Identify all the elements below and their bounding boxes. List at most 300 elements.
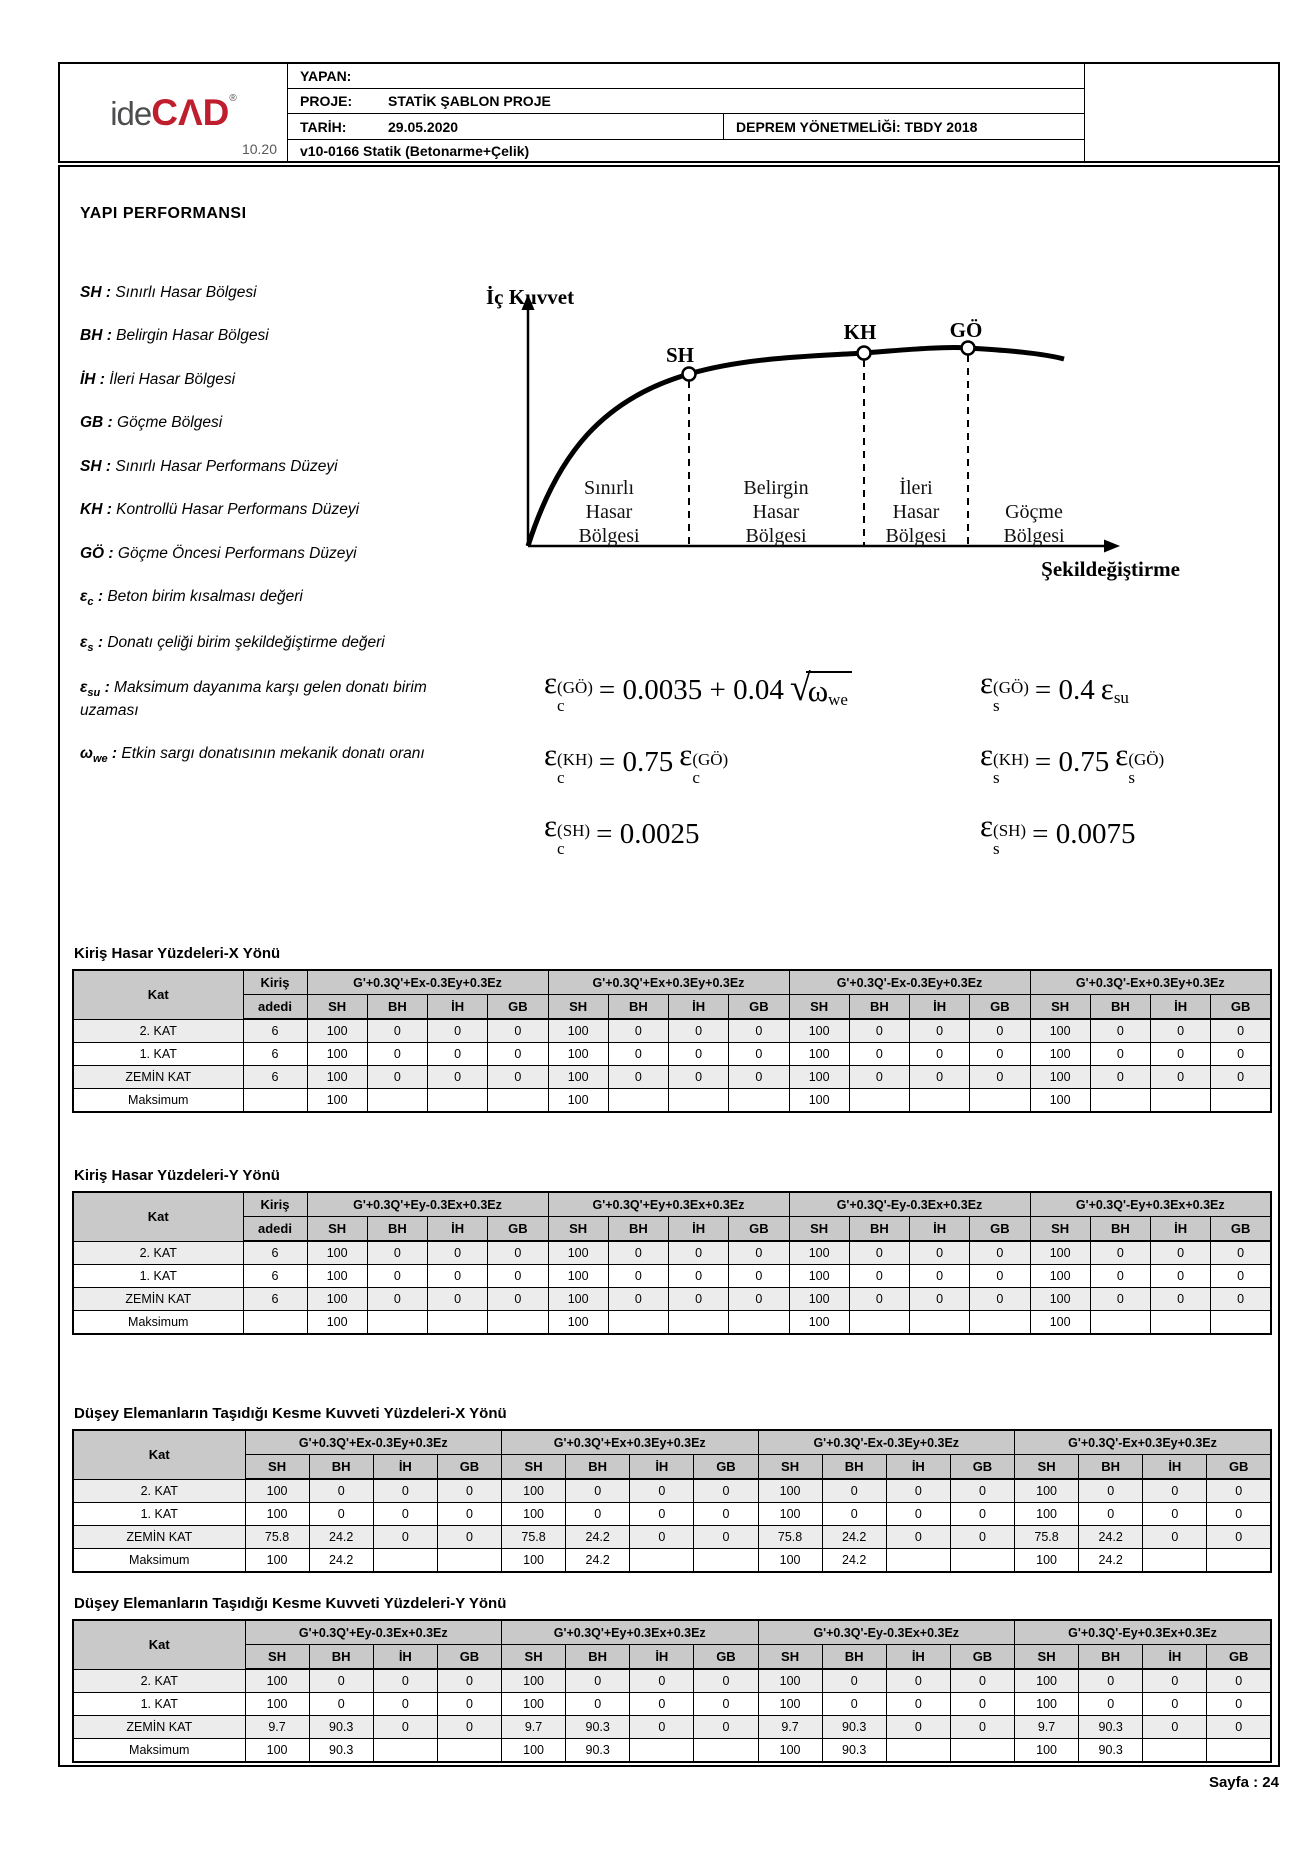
subscript: s (993, 767, 1000, 787)
superscript: (GÖ) (692, 749, 729, 769)
value-cell (373, 1739, 437, 1763)
column-header-damage: BH (1090, 995, 1150, 1020)
superscript: (SH) (557, 821, 591, 841)
value-cell: 0 (910, 1288, 970, 1311)
value-cell: 100 (548, 1019, 608, 1043)
value-cell: 0 (970, 1019, 1030, 1043)
value-cell: 0 (886, 1669, 950, 1693)
value-cell: 100 (307, 1311, 367, 1335)
value-cell: 24.2 (566, 1549, 630, 1573)
header-table (58, 62, 1280, 163)
value-cell: 9.7 (1015, 1716, 1079, 1739)
value-cell: 100 (1015, 1739, 1079, 1763)
value-cell: 0 (488, 1288, 548, 1311)
column-header-combo: G'+0.3Q'-Ex-0.3Ey+0.3Ez (758, 1430, 1015, 1455)
value-cell: 9.7 (502, 1716, 566, 1739)
value-cell: 100 (307, 1241, 367, 1265)
logo-wordmark (110, 94, 237, 131)
row-label-cell: ZEMİN KAT (73, 1526, 245, 1549)
definition-term: SH (80, 457, 102, 475)
definition-desc: Beton birim kısalması değeri (107, 588, 303, 606)
column-header-damage: BH (608, 995, 668, 1020)
column-header-damage: GB (1207, 1645, 1271, 1670)
value-cell: 24.2 (309, 1526, 373, 1549)
value-cell: 90.3 (822, 1739, 886, 1763)
superscript: (KH) (993, 749, 1029, 769)
value-cell: 0 (1143, 1693, 1207, 1716)
value-cell: 0 (729, 1043, 789, 1066)
definition-desc: Kontrollü Hasar Performans Düzeyi (116, 501, 360, 519)
sup-sub-stack (692, 751, 728, 787)
proje-label: PROJE: (300, 93, 353, 109)
column-header-damage: BH (608, 1217, 668, 1242)
row-label-cell: 1. KAT (73, 1265, 243, 1288)
definition-desc: Sınırlı Hasar Performans Düzeyi (115, 457, 338, 475)
value-cell: 0 (729, 1288, 789, 1311)
value-cell: 0 (950, 1716, 1014, 1739)
beam-count-cell (243, 1089, 307, 1113)
value-cell: 100 (548, 1311, 608, 1335)
column-header-damage: İH (669, 995, 729, 1020)
column-header-combo: G'+0.3Q'+Ex-0.3Ey+0.3Ez (307, 970, 548, 995)
subscript: c (557, 839, 565, 859)
table-row (73, 1288, 1271, 1311)
value-cell: 0 (886, 1479, 950, 1503)
column-header-damage: BH (822, 1455, 886, 1480)
column-header-damage: SH (1015, 1455, 1079, 1480)
value-cell: 0 (367, 1019, 427, 1043)
value-cell: 24.2 (822, 1526, 886, 1549)
go-point-label: GÖ (949, 318, 983, 342)
value-cell: 24.2 (822, 1549, 886, 1573)
row-label-cell: Maksimum (73, 1089, 243, 1113)
value-cell: 100 (789, 1089, 849, 1113)
table-row (73, 1479, 1271, 1503)
table-row (73, 1526, 1271, 1549)
column-header-combo: G'+0.3Q'-Ey+0.3Ex+0.3Ez (1015, 1620, 1272, 1645)
column-header-combo: G'+0.3Q'-Ex-0.3Ey+0.3Ez (789, 970, 1030, 995)
value-cell: 75.8 (502, 1526, 566, 1549)
column-header-damage: BH (566, 1645, 630, 1670)
value-cell (910, 1089, 970, 1113)
row-label-cell: 2. KAT (73, 1019, 243, 1043)
value-cell: 100 (245, 1479, 309, 1503)
value-cell: 100 (307, 1265, 367, 1288)
value-cell: 100 (307, 1019, 367, 1043)
value-cell: 0 (910, 1019, 970, 1043)
header-row-version (288, 140, 1084, 161)
subscript: s (993, 695, 1000, 715)
sh-point-label: SH (665, 343, 695, 367)
logo-ide-text: ide (110, 95, 152, 132)
value-cell: 0 (309, 1479, 373, 1503)
subscript: s (1128, 767, 1135, 787)
value-cell: 0 (367, 1066, 427, 1089)
value-cell: 0 (437, 1669, 501, 1693)
value-cell: 0 (566, 1669, 630, 1693)
performance-diagram (402, 242, 1182, 602)
definition-term-sub: we (92, 753, 108, 766)
value-cell (367, 1311, 427, 1335)
value-cell: 0 (886, 1503, 950, 1526)
definition-term-sub: c (87, 596, 94, 609)
value-cell (1211, 1089, 1271, 1113)
diagram-region-label: Sınırlı Hasar Bölgesi (578, 477, 640, 547)
beam-count-cell: 6 (243, 1288, 307, 1311)
value-cell: 0 (428, 1241, 488, 1265)
value-cell: 100 (502, 1479, 566, 1503)
column-header-damage: İH (373, 1455, 437, 1480)
value-cell: 0 (1079, 1479, 1143, 1503)
table-row (73, 1066, 1271, 1089)
value-cell: 0 (437, 1693, 501, 1716)
value-cell: 0 (1207, 1526, 1271, 1549)
value-cell: 0 (630, 1716, 694, 1739)
formula-text: = 0.75 (1034, 746, 1110, 779)
definition-term: $\varepsilon_c$ (80, 588, 94, 609)
value-cell: 0 (822, 1503, 886, 1526)
symbol-base: ε (679, 736, 693, 772)
value-cell: 0 (669, 1241, 729, 1265)
value-cell: 90.3 (822, 1716, 886, 1739)
row-label-cell: 1. KAT (73, 1043, 243, 1066)
table-subheader-row (73, 1217, 1271, 1242)
section-shear-y (72, 1595, 1272, 1763)
superscript: (GÖ) (1128, 749, 1165, 769)
value-cell: 0 (566, 1479, 630, 1503)
value-cell: 0 (488, 1019, 548, 1043)
value-cell: 100 (502, 1693, 566, 1716)
value-cell (608, 1089, 668, 1113)
column-header-damage: BH (566, 1455, 630, 1480)
value-cell: 0 (1211, 1066, 1271, 1089)
value-cell: 0 (1211, 1043, 1271, 1066)
table-body (73, 1669, 1271, 1762)
column-header-damage: İH (910, 995, 970, 1020)
subscript: c (692, 767, 700, 787)
table-body (73, 1019, 1271, 1112)
sup-sub-stack (993, 822, 1026, 858)
value-cell: 100 (789, 1043, 849, 1066)
value-cell: 100 (758, 1479, 822, 1503)
value-cell: 0 (428, 1066, 488, 1089)
value-cell: 75.8 (1015, 1526, 1079, 1549)
definition-term: İH (80, 370, 96, 388)
value-cell: 0 (566, 1503, 630, 1526)
value-cell: 100 (245, 1739, 309, 1763)
value-cell: 90.3 (566, 1716, 630, 1739)
row-label-cell: ZEMİN KAT (73, 1288, 243, 1311)
column-header-damage: SH (307, 1217, 367, 1242)
value-cell (729, 1311, 789, 1335)
y-axis-label: İç Kuvvet (486, 285, 575, 309)
subscript: su (1113, 688, 1129, 708)
column-header-damage: SH (245, 1455, 309, 1480)
column-header-damage: BH (1079, 1645, 1143, 1670)
yapan-label: YAPAN: (300, 68, 352, 84)
value-cell (849, 1089, 909, 1113)
definition-desc: Belirgin Hasar Bölgesi (116, 327, 269, 345)
value-cell: 0 (694, 1503, 758, 1526)
value-cell: 100 (307, 1043, 367, 1066)
value-cell: 100 (1030, 1019, 1090, 1043)
value-cell: 100 (789, 1288, 849, 1311)
value-cell (950, 1549, 1014, 1573)
value-cell: 0 (488, 1043, 548, 1066)
value-cell (1090, 1089, 1150, 1113)
column-header-damage: BH (367, 995, 427, 1020)
value-cell: 0 (910, 1066, 970, 1089)
column-header-kat: Kat (73, 970, 243, 1019)
definition-colon: : (101, 457, 116, 475)
column-header-damage: GB (729, 995, 789, 1020)
value-cell: 0 (1079, 1669, 1143, 1693)
table-row (73, 1669, 1271, 1693)
column-header-combo: G'+0.3Q'+Ey-0.3Ex+0.3Ez (245, 1620, 502, 1645)
table-title: Kiriş Hasar Yüzdeleri-X Yönü (74, 945, 281, 962)
table-head (73, 970, 1271, 1019)
table-row (73, 1265, 1271, 1288)
value-cell (1151, 1311, 1211, 1335)
column-header-damage: İH (1143, 1455, 1207, 1480)
value-cell: 0 (729, 1019, 789, 1043)
value-cell: 100 (245, 1503, 309, 1526)
column-header-damage: BH (309, 1455, 373, 1480)
vertical-shear-x-table (72, 1429, 1272, 1573)
formula (980, 736, 1165, 787)
value-cell: 0 (694, 1479, 758, 1503)
value-cell: 0 (367, 1241, 427, 1265)
symbol-base: ε (980, 736, 994, 772)
definition-item (80, 500, 432, 520)
value-cell: 0 (630, 1669, 694, 1693)
value-cell: 0 (1207, 1716, 1271, 1739)
column-header-combo: G'+0.3Q'+Ex-0.3Ey+0.3Ez (245, 1430, 502, 1455)
value-cell: 100 (789, 1265, 849, 1288)
table-row (73, 1549, 1271, 1573)
sup-sub-stack (557, 822, 590, 858)
column-header-damage: GB (488, 995, 548, 1020)
value-cell: 0 (1207, 1669, 1271, 1693)
value-cell (970, 1311, 1030, 1335)
definition-colon: : (95, 370, 110, 388)
value-cell: 0 (373, 1503, 437, 1526)
formula (544, 736, 980, 787)
value-cell: 0 (849, 1019, 909, 1043)
table-row (73, 1503, 1271, 1526)
header-row-proje (288, 89, 1084, 114)
definition-term: $\omega_{we}$ (80, 745, 108, 766)
value-cell: 0 (1151, 1043, 1211, 1066)
table-header-row (73, 1430, 1271, 1455)
value-cell (373, 1549, 437, 1573)
row-label-cell: Maksimum (73, 1739, 245, 1763)
beam-damage-y-table (72, 1191, 1272, 1335)
definition-colon: : (102, 501, 117, 519)
definition-term-sub: su (87, 687, 101, 700)
value-cell: 100 (548, 1089, 608, 1113)
value-cell: 0 (1090, 1241, 1150, 1265)
row-label-cell: Maksimum (73, 1549, 245, 1573)
value-cell: 0 (630, 1503, 694, 1526)
value-cell: 100 (548, 1241, 608, 1265)
sup-sub-stack (993, 751, 1029, 787)
logo-cad-text: CΛD (151, 92, 230, 133)
table-row (73, 1693, 1271, 1716)
definition-item (80, 587, 432, 610)
go-point (962, 342, 975, 355)
value-cell: 90.3 (1079, 1739, 1143, 1763)
superscript: (SH) (993, 821, 1027, 841)
diagram-region-label: İleri Hasar Bölgesi (885, 477, 947, 547)
definition-colon: : (93, 633, 108, 651)
value-cell: 0 (1151, 1019, 1211, 1043)
value-cell: 0 (373, 1693, 437, 1716)
column-header-combo: G'+0.3Q'-Ex+0.3Ey+0.3Ez (1015, 1430, 1272, 1455)
column-header-damage: GB (437, 1455, 501, 1480)
value-cell: 0 (437, 1526, 501, 1549)
value-cell: 0 (1090, 1066, 1150, 1089)
definition-item (80, 326, 432, 346)
value-cell: 100 (245, 1549, 309, 1573)
value-cell: 100 (548, 1066, 608, 1089)
definition-item (80, 457, 432, 477)
column-header-damage: GB (970, 995, 1030, 1020)
sh-point (683, 368, 696, 381)
value-cell: 0 (669, 1019, 729, 1043)
value-cell (367, 1089, 427, 1113)
value-cell (886, 1739, 950, 1763)
value-cell (608, 1311, 668, 1335)
diagram-region-label: Belirgin Hasar Bölgesi (743, 477, 809, 547)
value-cell: 100 (1030, 1089, 1090, 1113)
table-row (73, 1089, 1271, 1113)
table-header-row (73, 1620, 1271, 1645)
value-cell: 0 (428, 1288, 488, 1311)
value-cell: 0 (608, 1066, 668, 1089)
column-header-damage: BH (309, 1645, 373, 1670)
column-header-kat: Kat (73, 1430, 245, 1479)
value-cell: 0 (1090, 1019, 1150, 1043)
definition-item (80, 370, 432, 390)
beam-count-cell: 6 (243, 1265, 307, 1288)
beam-count-cell: 6 (243, 1066, 307, 1089)
value-cell: 100 (1015, 1693, 1079, 1716)
value-cell: 0 (669, 1265, 729, 1288)
value-cell (1207, 1739, 1271, 1763)
version-line: v10-0166 Statik (Betonarme+Çelik) (300, 142, 530, 159)
column-header-damage: SH (1030, 995, 1090, 1020)
value-cell: 24.2 (566, 1526, 630, 1549)
column-header-damage: BH (849, 995, 909, 1020)
value-cell: 0 (950, 1479, 1014, 1503)
value-cell: 0 (970, 1043, 1030, 1066)
column-header-damage: İH (669, 1217, 729, 1242)
column-header-damage: İH (1151, 1217, 1211, 1242)
symbol-base: ε (1115, 736, 1129, 772)
definition-item (80, 744, 432, 767)
column-header-damage: İH (886, 1645, 950, 1670)
column-header-damage: SH (789, 1217, 849, 1242)
radicand (806, 671, 852, 710)
column-header-damage: GB (437, 1645, 501, 1670)
value-cell (630, 1549, 694, 1573)
definition-term: SH (80, 284, 102, 301)
table-subheader-row (73, 1455, 1271, 1480)
table-body (73, 1479, 1271, 1572)
value-cell: 0 (669, 1288, 729, 1311)
definition-item (80, 283, 432, 303)
value-cell: 0 (1079, 1503, 1143, 1526)
value-cell: 0 (373, 1669, 437, 1693)
column-header-kat: Kat (73, 1620, 245, 1669)
epsilon-expression (1115, 736, 1165, 787)
value-cell: 0 (309, 1669, 373, 1693)
column-header-damage: BH (1079, 1455, 1143, 1480)
column-header-combo: G'+0.3Q'+Ey-0.3Ex+0.3Ez (307, 1192, 548, 1217)
table-title: Kiriş Hasar Yüzdeleri-Y Yönü (74, 1167, 280, 1184)
symbol-base: ε (544, 665, 558, 700)
value-cell: 100 (789, 1311, 849, 1335)
value-cell: 0 (1151, 1066, 1211, 1089)
value-cell: 0 (822, 1669, 886, 1693)
value-cell: 9.7 (245, 1716, 309, 1739)
value-cell: 100 (1015, 1479, 1079, 1503)
definition-colon: : (100, 679, 115, 697)
value-cell: 0 (488, 1265, 548, 1288)
definition-term: GB (80, 414, 104, 432)
value-cell: 0 (488, 1241, 548, 1265)
tarih-value: 29.05.2020 (388, 118, 459, 135)
value-cell: 0 (309, 1693, 373, 1716)
column-header-damage: SH (548, 1217, 608, 1242)
column-header-kat: Kat (73, 1192, 243, 1241)
value-cell: 0 (1211, 1288, 1271, 1311)
value-cell: 100 (758, 1739, 822, 1763)
value-cell: 100 (1030, 1241, 1090, 1265)
column-header-damage: GB (970, 1217, 1030, 1242)
value-cell: 0 (566, 1693, 630, 1716)
subscript: we (828, 690, 848, 710)
sqrt-expression (789, 667, 852, 710)
value-cell: 0 (608, 1241, 668, 1265)
epsilon-expression (1101, 673, 1129, 708)
value-cell (488, 1311, 548, 1335)
value-cell: 0 (309, 1503, 373, 1526)
value-cell: 0 (1090, 1265, 1150, 1288)
value-cell: 0 (886, 1716, 950, 1739)
row-label-cell: 1. KAT (73, 1503, 245, 1526)
formula (980, 667, 1164, 715)
column-header-damage: SH (758, 1455, 822, 1480)
value-cell: 0 (1143, 1479, 1207, 1503)
formula-text: = 0.0035 + 0.04 (598, 674, 784, 707)
column-header-damage: GB (950, 1645, 1014, 1670)
definition-item (80, 633, 432, 656)
column-header-damage: SH (758, 1645, 822, 1670)
value-cell (1143, 1549, 1207, 1573)
definition-desc: Etkin sargı donatısının mekanik donatı oranı (121, 745, 425, 763)
sup-sub-stack (993, 679, 1029, 715)
value-cell: 100 (1030, 1043, 1090, 1066)
epsilon-expression (544, 810, 590, 858)
beam-damage-x-table (72, 969, 1272, 1113)
value-cell: 0 (1143, 1526, 1207, 1549)
value-cell (849, 1311, 909, 1335)
value-cell: 100 (502, 1503, 566, 1526)
row-label-cell: 1. KAT (73, 1693, 245, 1716)
value-cell: 0 (910, 1241, 970, 1265)
